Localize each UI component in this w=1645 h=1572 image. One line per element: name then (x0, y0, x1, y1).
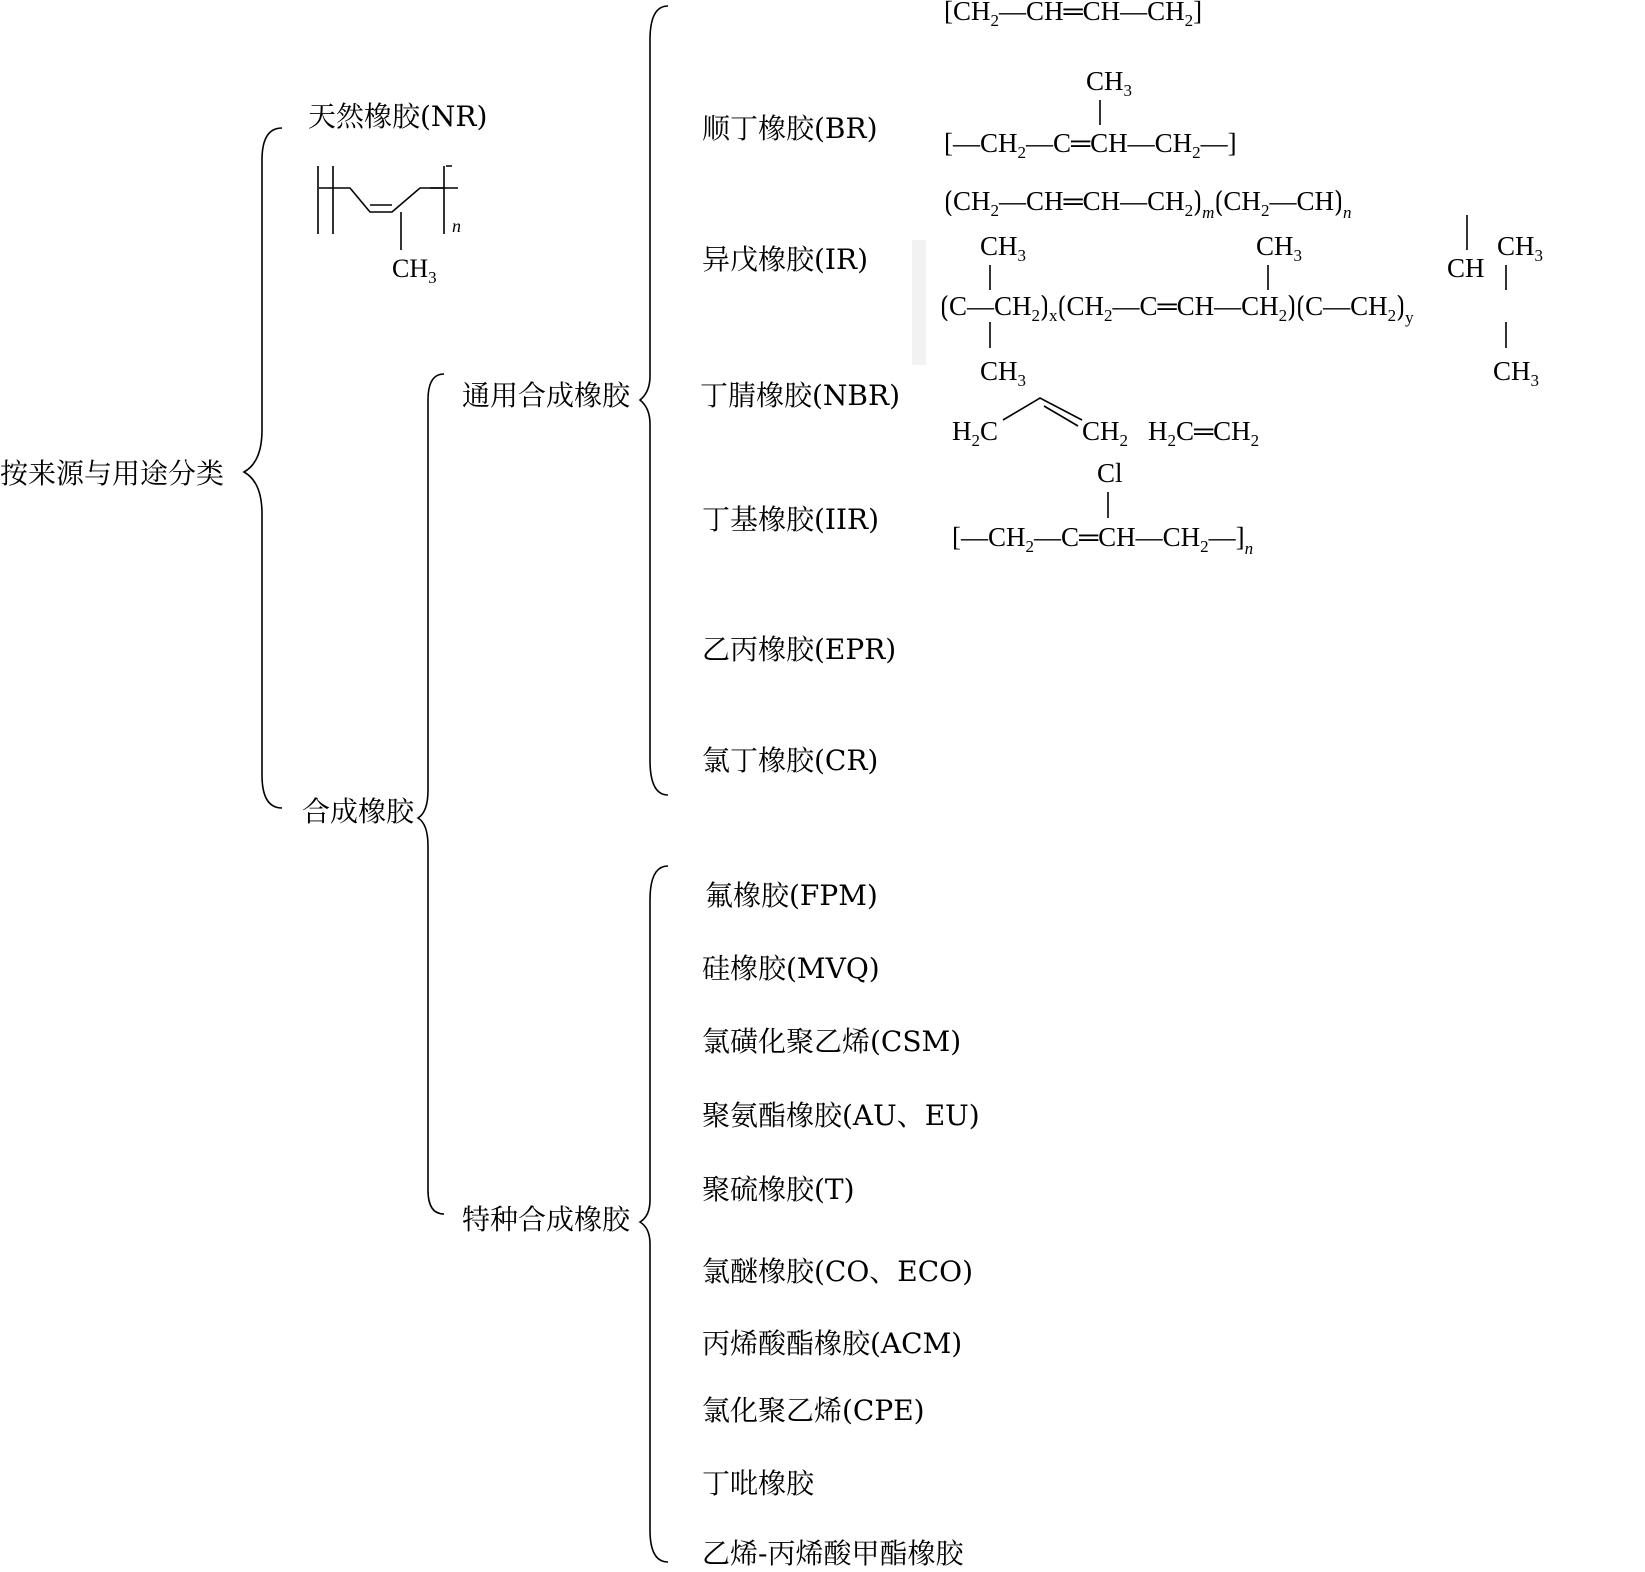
special-item-mvq: 硅橡胶(MVQ) (702, 952, 880, 985)
special-item-acm: 丙烯酸酯橡胶(ACM) (702, 1327, 963, 1360)
root-brace (244, 128, 282, 808)
br-formula: $[CH_2—CH═CH—CH_2]$ (944, 0, 1203, 30)
general-item-ir: 异戊橡胶(IR) (702, 243, 868, 276)
nr-structure (318, 166, 458, 250)
special-synthetic-label: 特种合成橡胶 (462, 1203, 631, 1236)
ir-formula: $[—CH_2—C═CH—CH_2—]$ (944, 128, 1237, 162)
synthetic-brace (418, 374, 444, 1214)
iir-ch3-b: $CH_3$ (1256, 231, 1303, 265)
epr-butadiene-bonds (1003, 398, 1082, 426)
ir-ch3: $CH_3$ (1086, 66, 1133, 100)
general-item-nbr: 丁腈橡胶(NBR) (700, 379, 901, 412)
iir-ch: CH (1447, 253, 1485, 283)
nr-sub-n: n (452, 216, 461, 236)
special-brace (640, 866, 668, 1562)
cr-formula: $[—CH_2—C═CH—CH_2—]_n$ (952, 522, 1254, 558)
iir-formula: $⟮C—CH_2⟯_x⟮CH_2—C═CH—CH_2⟯⟮C—CH_2⟯_y$ (940, 291, 1414, 327)
iir-ch3-e: $CH_3$ (1493, 356, 1540, 390)
cr-cl: Cl (1097, 458, 1123, 488)
special-item-ethylene-methyl-acrylate: 乙烯-丙烯酸甲酯橡胶 (702, 1537, 964, 1570)
special-item-butyl-pyridine: 丁吡橡胶 (702, 1467, 815, 1500)
epr-butadiene-left: $H_2C$ (952, 416, 999, 450)
general-item-br: 顺丁橡胶(BR) (702, 112, 878, 145)
general-synthetic-label: 通用合成橡胶 (462, 379, 631, 412)
natural-rubber-label: 天然橡胶(NR) (308, 100, 488, 133)
nr-ch3: $CH_3$ (392, 254, 437, 287)
iir-ch3-c: $CH_3$ (1497, 231, 1544, 265)
special-item-csm: 氯磺化聚乙烯(CSM) (702, 1025, 962, 1058)
general-item-cr: 氯丁橡胶(CR) (702, 744, 879, 777)
general-item-epr: 乙丙橡胶(EPR) (702, 633, 897, 666)
iir-ch3-a: $CH_3$ (980, 231, 1027, 265)
special-item-cpe: 氯化聚乙烯(CPE) (702, 1394, 925, 1427)
special-item-t: 聚硫橡胶(T) (702, 1173, 855, 1206)
epr-ethylene: $H_2C═CH_2$ (1148, 416, 1260, 450)
general-item-iir: 丁基橡胶(IIR) (702, 503, 880, 536)
iir-ch3-d: $CH_3$ (980, 356, 1027, 390)
root-label: 按来源与用途分类 (0, 457, 225, 490)
special-item-co-eco: 氯醚橡胶(CO、ECO) (702, 1255, 974, 1288)
special-item-fpm: 氟橡胶(FPM) (705, 879, 878, 912)
nbr-formula: $⟮CH_2—CH═CH—CH_2⟯_m⟮CH_2—CH⟯_n$ (944, 186, 1352, 222)
synthetic-rubber-label: 合成橡胶 (302, 795, 415, 828)
epr-butadiene-right: $CH_2$ (1082, 416, 1129, 450)
general-brace (640, 6, 668, 795)
special-item-au-eu: 聚氨酯橡胶(AU、EU) (702, 1099, 980, 1132)
